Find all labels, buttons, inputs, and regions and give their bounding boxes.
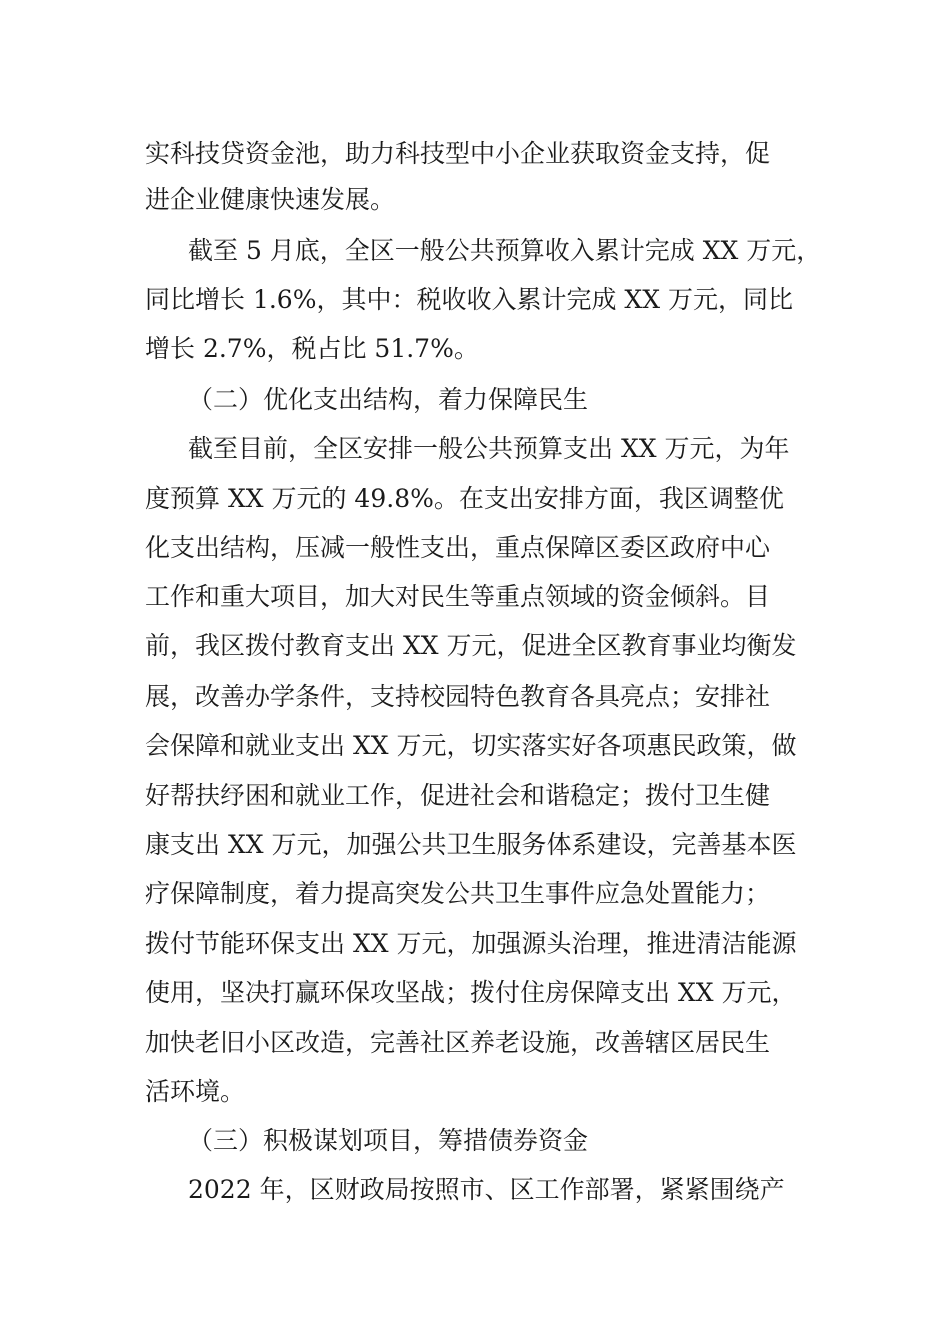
paragraph-line: 康支出 XX 万元，加强公共卫生服务体系建设，完善基本医: [145, 830, 797, 859]
paragraph-line: 前，我区拨付教育支出 XX 万元，促进全区教育事业均衡发: [145, 631, 797, 660]
paragraph-line: 截至目前，全区安排一般公共预算支出 XX 万元，为年: [188, 434, 790, 463]
paragraph-line: 实科技贷资金池，助力科技型中小企业获取资金支持，促: [145, 139, 771, 168]
section-heading: （三）积极谋划项目，筹措债券资金: [188, 1126, 589, 1155]
paragraph-line: 进企业健康快速发展。: [145, 185, 396, 214]
paragraph-line: 展，改善办学条件，支持校园特色教育各具亮点；安排社: [145, 682, 771, 711]
section-heading: （二）优化支出结构，着力保障民生: [188, 385, 589, 414]
paragraph-line: 加快老旧小区改造，完善社区养老设施，改善辖区居民生: [145, 1028, 771, 1057]
paragraph-line: 好帮扶纾困和就业工作，促进社会和谐稳定；拨付卫生健: [145, 781, 771, 810]
paragraph-line: 增长 2.7%，税占比 51.7%。: [145, 334, 479, 363]
paragraph-line: 会保障和就业支出 XX 万元，切实落实好各项惠民政策，做: [145, 731, 797, 760]
paragraph-line: 度预算 XX 万元的 49.8%。在支出安排方面，我区调整优: [145, 484, 784, 513]
paragraph-line: 使用，坚决打赢环保攻坚战；拨付住房保障支出 XX 万元，: [145, 978, 797, 1007]
paragraph-line: 工作和重大项目，加大对民生等重点领域的资金倾斜。目: [145, 582, 771, 611]
paragraph-line: 疗保障制度，着力提高突发公共卫生事件应急处置能力；: [145, 879, 771, 908]
paragraph-line: 拨付节能环保支出 XX 万元，加强源头治理，推进清洁能源: [145, 929, 797, 958]
paragraph-line: 化支出结构，压减一般性支出，重点保障区委区政府中心: [145, 533, 771, 562]
paragraph-line: 截至 5 月底，全区一般公共预算收入累计完成 XX 万元，: [188, 236, 822, 265]
paragraph-line: 2022 年，区财政局按照市、区工作部署，紧紧围绕产: [188, 1175, 785, 1204]
paragraph-line: 活环境。: [145, 1077, 246, 1106]
paragraph-line: 同比增长 1.6%，其中：税收收入累计完成 XX 万元，同比: [145, 285, 793, 314]
